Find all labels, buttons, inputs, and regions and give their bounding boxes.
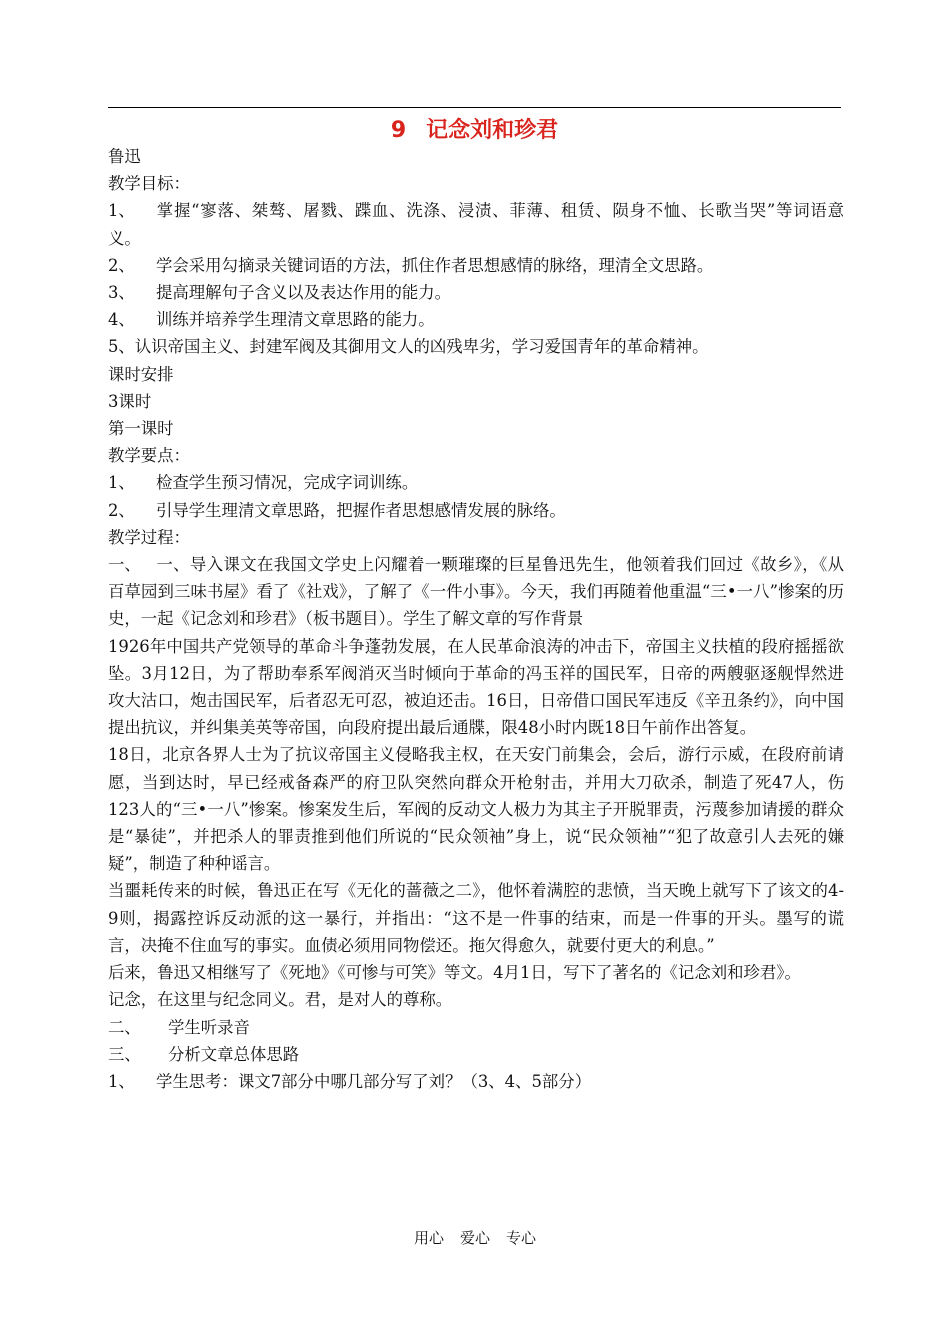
item-text: 学会采用勾摘录关键词语的方法，抓住作者思想感情的脉络，理清全文思路。	[156, 255, 714, 275]
objectives-heading: 教学目标：	[108, 174, 190, 194]
lesson-label: 第一课时	[108, 419, 174, 439]
background-paragraph-5: 记念，在这里与纪念同义。君，是对人的尊称。	[108, 990, 453, 1010]
process-step-2	[108, 1014, 844, 1041]
background-paragraph-2: 18日，北京各界人士为了抗议帝国主义侵略我主权，在天安门前集会，会后，游行示威，在段府前请愿，当到达时，早已经戒备森严的府卫队突然向群众开枪射击，并用大刀砍杀，制造了死47人，伤123人的“三•一八”惨案。惨案发生后，军阀的反动文人极力为其主子开脱罪责，污蔑参加请援的群众是“暴徒”，并把杀人的罪责推到他们所说的“民众领袖”身上，说“民众领袖”“犯了故意引人去死的嫌疑”，制造了种种谣言。	[108, 745, 844, 874]
footer-text: 爱心	[459, 1229, 490, 1247]
process-step-3	[108, 1041, 844, 1068]
objective-item	[108, 197, 844, 251]
footer-text: 专心	[506, 1229, 537, 1247]
item-text: 检查学生预习情况，完成字词训练。	[156, 473, 419, 493]
keypoint-item	[108, 469, 844, 496]
page-footer	[0, 1228, 950, 1248]
item-marker: 2、	[108, 255, 135, 275]
process-heading: 教学过程：	[108, 527, 190, 547]
step-text: 分析文章总体思路	[168, 1044, 300, 1064]
item-marker: 3、	[108, 283, 135, 303]
keypoints-heading: 教学要点：	[108, 446, 190, 466]
lesson-title: 记念刘和珍君	[426, 118, 559, 143]
header-rule	[108, 107, 841, 108]
item-text: 引导学生理清文章思路，把握作者思想感情发展的脉络。	[156, 500, 566, 520]
item-marker: 2、	[108, 500, 135, 520]
author: 鲁迅	[108, 147, 141, 166]
step-marker: 二、	[108, 1017, 141, 1037]
item-marker: 4、	[108, 310, 135, 330]
background-paragraph-1: 1926年中国共产党领导的革命斗争蓬勃发展，在人民革命浪涛的冲击下，帝国主义扶植的段府摇摇欲坠。3月12日，为了帮助奉系军阀消灭当时倾向于革命的冯玉祥的国民军，日帝的两艘驱逐舰悍然进攻大沽口，炮击国民军，后者忍无可忍，被迫还击。16日，日帝借口国民军违反《辛丑条约》，向中国提出抗议，并纠集美英等帝国，向段府提出最后通牒，限48小时内既18日午前作出答复。	[108, 636, 844, 738]
objective-item	[108, 279, 844, 306]
keypoint-item	[108, 497, 844, 524]
step-marker: 三、	[108, 1044, 141, 1064]
objective-item: 5、认识帝国主义、封建军阀及其御用文人的凶残卑劣，学习爱国青年的革命精神。	[108, 337, 709, 357]
footer-text: 用心	[413, 1229, 444, 1247]
item-marker: 1、	[108, 201, 135, 221]
background-paragraph-3: 当噩耗传来的时候，鲁迅正在写《无化的蔷薇之二》，他怀着满腔的悲愤，当天晚上就写下了该文的4-9则，揭露控诉反动派的这一暴行，并指出：“这不是一件事的结束，而是一件事的开头。墨写的谎言，决掩不住血写的事实。血债必须用同物偿还。拖欠得愈久，就要付更大的利息。”	[108, 881, 844, 955]
background-paragraph-4: 后来，鲁迅又相继写了《死地》《可惨与可笑》等文。4月1日，写下了著名的《记念刘和珍君》。	[108, 963, 801, 983]
schedule-value: 3课时	[108, 391, 152, 411]
document-body	[108, 143, 844, 1095]
item-text: 提高理解句子含义以及表达作用的能力。	[156, 283, 452, 303]
objective-item	[108, 306, 844, 333]
step-marker: 一、	[108, 555, 141, 575]
item-marker: 1、	[108, 1071, 135, 1091]
schedule-heading: 课时安排	[108, 364, 174, 384]
question-item	[108, 1068, 844, 1095]
step-text: 一、导入课文在我国文学史上闪耀着一颗璀璨的巨星鲁迅先生，他领着我们回过《故乡》，《从百草园到三味书屋》看了《社戏》，了解了《一件小事》。今天，我们再随着他重温“三•一八”惨案的历史，一起《记念刘和珍君》（板书题目）。学生了解文章的写作背景	[108, 555, 844, 629]
item-marker: 1、	[108, 473, 135, 493]
item-text: 训练并培养学生理清文章思路的能力。	[156, 310, 435, 330]
step-text: 学生听录音	[168, 1017, 250, 1037]
process-step-1	[108, 551, 844, 633]
lesson-number: 9	[390, 118, 407, 143]
objective-item	[108, 252, 844, 279]
item-text: 学生思考：课文7部分中哪几部分写了刘？（3、4、5部分）	[156, 1071, 592, 1091]
item-text: 掌握“寥落、桀骜、屠戮、蹀血、洗涤、浸渍、菲薄、租赁、陨身不恤、长歌当哭”等词语意义。	[108, 201, 844, 248]
